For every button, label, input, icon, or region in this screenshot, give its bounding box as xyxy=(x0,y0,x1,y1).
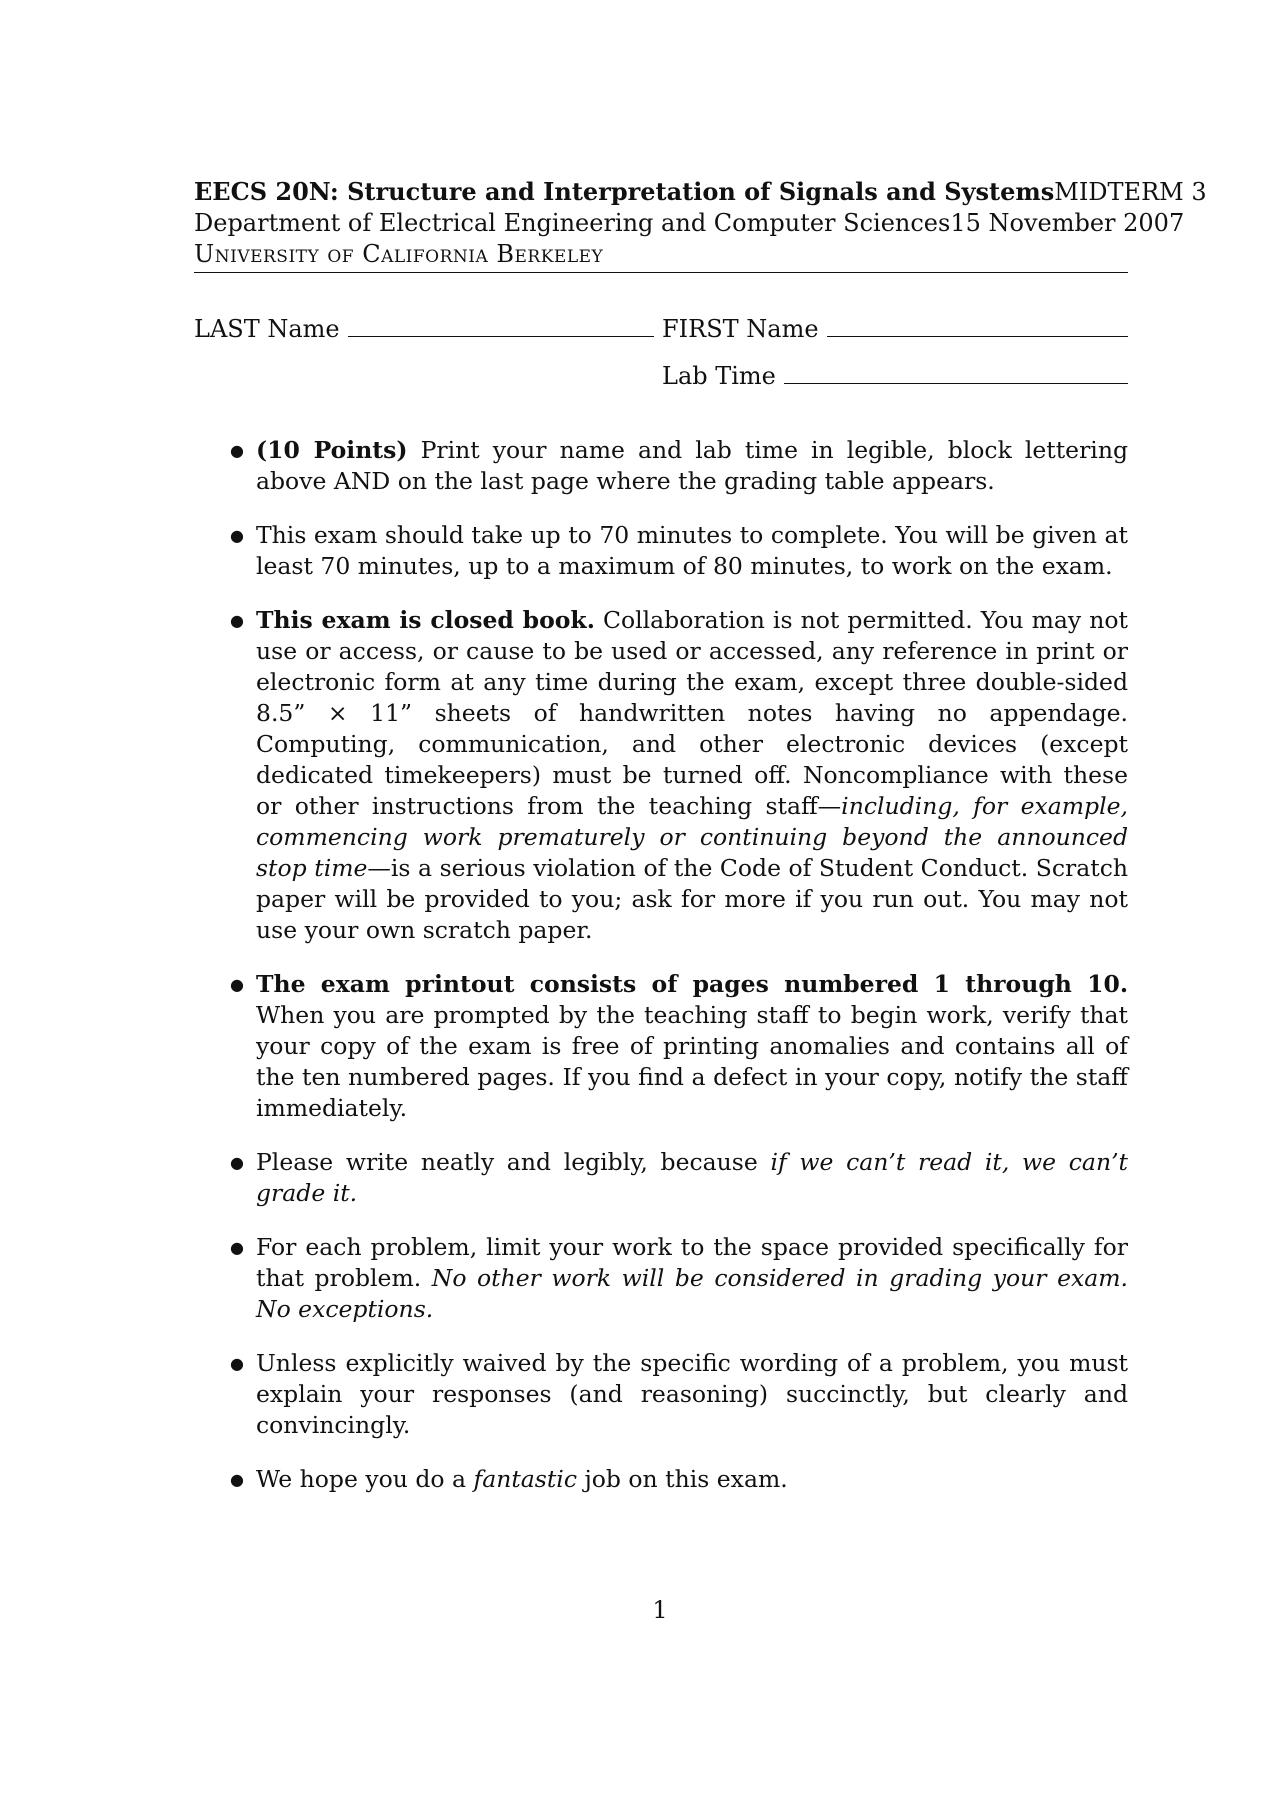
instruction-italic: if we can’t read it, we can’t grade it. xyxy=(256,1148,1128,1207)
last-name-blank[interactable] xyxy=(348,335,654,337)
header-row-2 xyxy=(194,208,1185,239)
instruction-text: Unless explicitly waived by the specific wording of a problem, you must explain your responses (and reasoning) succinctly, but clearly and convincingly. xyxy=(256,1349,1128,1439)
university: University of California Berkeley xyxy=(194,240,604,268)
header-row-1 xyxy=(194,176,1207,208)
instruction-item xyxy=(230,1147,1128,1209)
instruction-item xyxy=(230,1464,1128,1495)
instruction-italic: including, for example, commencing work prematurely or continuing beyond the announced stop time xyxy=(256,792,1128,882)
first-name-blank[interactable] xyxy=(827,335,1128,337)
bullet-icon: ● xyxy=(230,1153,244,1172)
instruction-text: We hope you do a xyxy=(256,1465,474,1493)
instruction-bold: This exam is closed book. xyxy=(256,606,595,634)
lab-time-blank[interactable] xyxy=(784,382,1128,384)
exam-date: 15 November 2007 xyxy=(950,209,1185,237)
exam-header xyxy=(194,176,1207,270)
bullet-icon: ● xyxy=(230,441,244,460)
instruction-text: Print your name and lab time in legible, block lettering above AND on the last page where the grading table appears. xyxy=(256,436,1128,495)
page-number: 1 xyxy=(652,1596,668,1624)
instructions-list xyxy=(230,435,1128,1518)
instruction-text: job on this exam. xyxy=(576,1465,788,1493)
last-name-label: LAST Name xyxy=(194,315,340,343)
bullet-icon: ● xyxy=(230,975,244,994)
instruction-bold: The exam printout consists of pages numbered 1 through 10. xyxy=(256,970,1128,998)
instruction-bold: (10 Points) xyxy=(256,436,408,464)
last-name-field[interactable] xyxy=(194,314,654,344)
lab-time-label: Lab Time xyxy=(662,362,776,390)
header-row-3 xyxy=(194,239,1128,270)
bullet-icon: ● xyxy=(230,526,244,545)
instruction-text: This exam should take up to 70 minutes to complete. You will be given at least 70 minutes, up to a maximum of 80 minutes, to work on the exam. xyxy=(256,521,1128,580)
instruction-item xyxy=(230,1348,1128,1441)
course-title: EECS 20N: Structure and Interpretation of Signals and Systems xyxy=(194,177,1055,206)
department: Department of Electrical Engineering and Computer Sciences xyxy=(194,209,951,237)
instruction-text: Collaboration is not permitted. You may not use or access, or cause to be used or accessed, any reference in print or electronic form at any time during the exam, except three double-sided 8.5” × 11” sheets of handwritten notes having no appendage. Computing, communication, and other electronic devices (except dedicated timekeepers) must be turned off. Noncompliance with these or other instructions from the teaching staff— xyxy=(256,606,1128,820)
instruction-item xyxy=(230,969,1128,1124)
exam-name: MIDTERM 3 xyxy=(1054,178,1207,206)
bullet-icon: ● xyxy=(230,611,244,630)
first-name-field[interactable] xyxy=(662,314,1128,344)
header-divider xyxy=(194,272,1128,273)
instruction-item xyxy=(230,605,1128,946)
instruction-text: For each problem, limit your work to the space provided specifically for that problem. xyxy=(256,1233,1128,1292)
instruction-text: When you are prompted by the teaching staff to begin work, verify that your copy of the exam is free of printing anomalies and contains all of the ten numbered pages. If you find a defect in your copy, notify the staff immediately. xyxy=(256,1001,1128,1122)
instruction-italic: No other work will be considered in grading your exam. No exceptions. xyxy=(256,1264,1128,1323)
instruction-item xyxy=(230,435,1128,497)
first-name-label: FIRST Name xyxy=(662,315,819,343)
instruction-text: Please write neatly and legibly, because xyxy=(256,1148,771,1176)
bullet-icon: ● xyxy=(230,1354,244,1373)
lab-time-field[interactable] xyxy=(662,361,1128,391)
instruction-italic: fantastic xyxy=(473,1465,577,1493)
instruction-text: —is a serious violation of the Code of Student Conduct. Scratch paper will be provided to you; ask for more if you run out. You may not use your own scratch paper. xyxy=(256,854,1128,944)
bullet-icon: ● xyxy=(230,1238,244,1257)
instruction-item xyxy=(230,520,1128,582)
bullet-icon: ● xyxy=(230,1470,244,1489)
instruction-item xyxy=(230,1232,1128,1325)
